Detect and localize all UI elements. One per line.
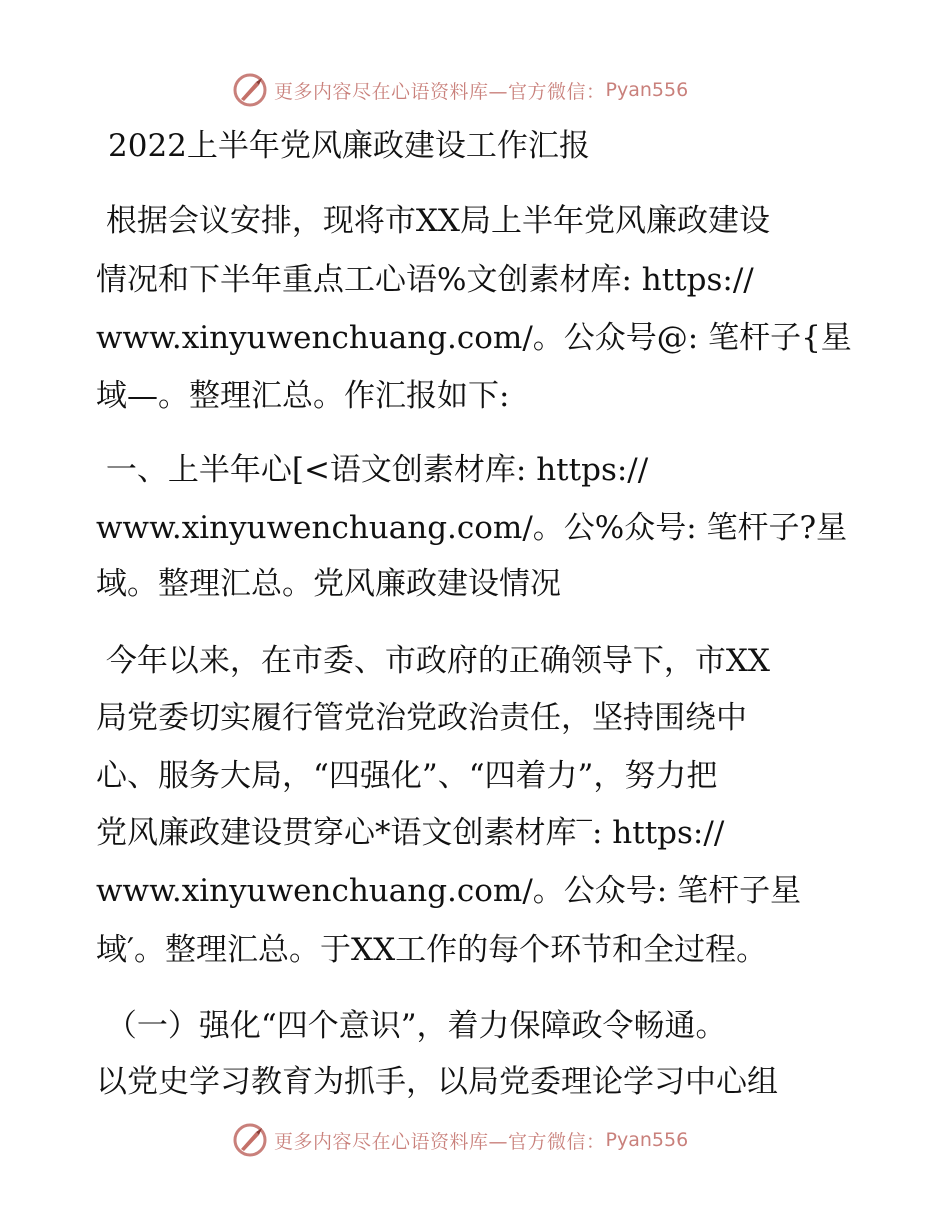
body-line: www.xinyuwenchuang.com/。公%众号: 笔杆子?星 bbox=[96, 510, 848, 546]
body-line: 心、服务大局，“四强化”、“四着力”，努力把 bbox=[96, 758, 718, 794]
body-line: www.xinyuwenchuang.com/。公众号@: 笔杆子{星 bbox=[96, 320, 852, 356]
body-line: 今年以来，在市委、市政府的正确领导下，市XX bbox=[96, 643, 770, 679]
body-line: 域—。整理汇总。作汇报如下: bbox=[96, 378, 510, 414]
header-banner-text: 更多内容尽在心语资料库—官方微信： bbox=[274, 80, 606, 103]
footer-watermark-banner bbox=[232, 1120, 688, 1160]
header-banner-handle: Pyan556 bbox=[605, 79, 689, 101]
body-line: 局党委切实履行管党治党政治责任，坚持围绕中 bbox=[96, 700, 747, 736]
body-line: 域′。整理汇总。于XX工作的每个环节和全过程。 bbox=[96, 932, 768, 968]
body-line: www.xinyuwenchuang.com/。公众号: 笔杆子星 bbox=[96, 873, 802, 909]
body-line: 域。整理汇总。党风廉政建设情况 bbox=[96, 566, 561, 602]
body-line: 以党史学习教育为抓手，以局党委理论学习中心组 bbox=[96, 1064, 778, 1100]
body-line: 党风廉政建设贯穿心*语文创素材库‾: https:// bbox=[96, 815, 725, 851]
footer-banner-handle: Pyan556 bbox=[605, 1129, 689, 1151]
quill-logo-icon bbox=[232, 1122, 268, 1158]
document-title: 2022上半年党风廉政建设工作汇报 bbox=[108, 128, 590, 164]
body-line: 根据会议安排，现将市XX局上半年党风廉政建设 bbox=[96, 203, 770, 239]
body-line: 一、上半年心[<语文创素材库: https:// bbox=[96, 452, 649, 488]
footer-banner-text: 更多内容尽在心语资料库—官方微信： bbox=[274, 1130, 606, 1153]
body-line: （一）强化“四个意识”，着力保障政令畅通。 bbox=[96, 1008, 727, 1044]
body-line: 情况和下半年重点工心语%文创素材库: https:// bbox=[96, 262, 754, 298]
